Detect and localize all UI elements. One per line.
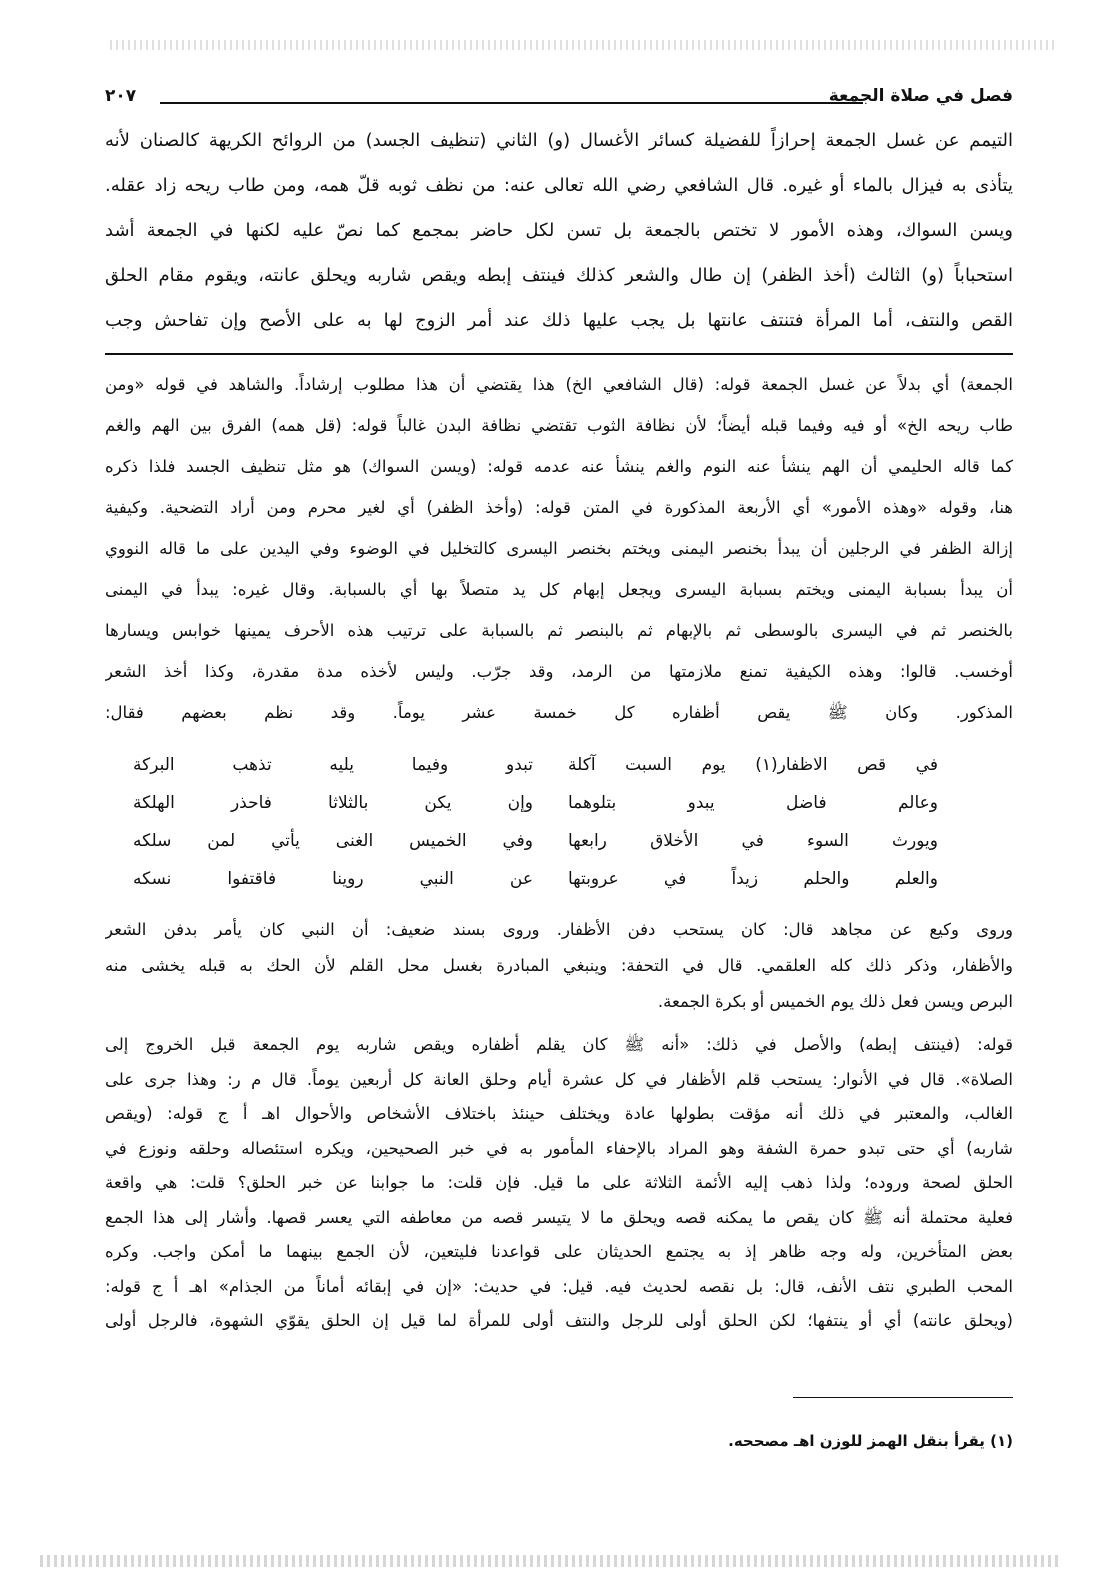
text-separator bbox=[105, 353, 1013, 355]
text-line: إزالة الظفر في الرجلين أن يبدأ بخنصر اليمنى ويختم بخنصر اليسرى كالتخليل في الوضوء وفي اليدين على ما قاله النووي bbox=[105, 539, 1013, 558]
text-line: هنا، وقوله «وهذه الأمور» أي الأربعة المذكورة في المتن قوله: (وأخذ الظفر) أي لغير محرم ومن أراد التضحية. وكيفية bbox=[105, 498, 1013, 517]
text-line: بعض المتأخرين، وله وجه ظاهر إذ به يجتمع الحديثان على قواعدنا فليتعين، لأن الجمع بينهما ما أمكن واجب. وكره bbox=[105, 1242, 1013, 1261]
text-line: الصلاة». قال في الأنوار: يستحب قلم الأظفار في كل عشرة أيام وحلق العانة كل أربعين يوماً. قال م ر: وهذا جرى على bbox=[105, 1069, 1013, 1089]
text-line: بالخنصر ثم في اليسرى بالوسطى ثم بالإبهام ثم بالبنصر ثم بالسبابة على ترتيب هذه الأحرف يمينها خوابس ويسارها bbox=[105, 621, 1013, 640]
commentary-section-1 bbox=[105, 364, 1013, 733]
text-line: الغالب، والمعتبر في ذلك أنه مؤقت بطولها عادة ويختلف حينئذ باختلاف الأشخاص والأحوال اهـ أ ج قوله: (ويقص bbox=[105, 1104, 1013, 1123]
footnote: (١) يقرأ بنقل الهمز للوزن اهـ مصححه. bbox=[728, 1432, 1013, 1450]
text-line: الحلق لصحة وروده؛ ولذا ذهب إليه الأئمة الثلاثة على ما قيل. فإن قلت: ما جوابنا عن خبر الحلق؟ قلت: هي واقعة bbox=[105, 1173, 1013, 1192]
hemistich-right: في قص الاظفار(١) يوم السبت آكلة bbox=[568, 755, 938, 775]
poem-verse bbox=[105, 860, 1013, 898]
text-line: التيمم عن غسل الجمعة إحرازاً للفضيلة كسائر الأغسال (و) الثاني (تنظيف الجسد) من الروائح الكريهة كالصنان لأنه bbox=[105, 130, 1013, 151]
text-line: المذكور. وكان ﷺ يقص أظفاره كل خمسة عشر يوماً. وقد نظم بعضهم فقال: bbox=[105, 703, 1013, 722]
hemistich-left: وفي الخميس الغنى يأتي لمن سلكه bbox=[133, 831, 533, 851]
text-line: الجمعة) أي بدلاً عن غسل الجمعة قوله: (قال الشافعي الخ) هذا يقتضي أن هذا مطلوب إرشاداً. والشاهد في قوله «ومن bbox=[105, 375, 1013, 394]
commentary-section-3 bbox=[105, 1028, 1013, 1339]
footnote-rule bbox=[793, 1397, 1013, 1398]
text-line: ويسن السواك، وهذه الأمور لا تختص بالجمعة بل تسن لكل حاضر بمجمع كما نصّ عليه لكنها في الجمعة أشد bbox=[105, 220, 1013, 241]
text-line: استحباباً (و) الثالث (أخذ الظفر) إن طال والشعر كذلك فينتف إبطه ويقص شاربه ويحلق عانته، ويقوم مقام الحلق bbox=[105, 265, 1013, 286]
scan-edge-bottom bbox=[40, 1555, 1058, 1567]
running-header bbox=[105, 86, 1013, 116]
text-line: كما قاله الحليمي أن الهم ينشأ عنه النوم والغم ينشأ عنه عدمه قوله: (ويسن السواك) هو مثل تنظيف الجسد فلذا ذكره bbox=[105, 457, 1013, 476]
text-line: طاب ريحه الخ» أو فيه وفيما قبله أيضاً؛ لأن نظافة الثوب تقتضي نظافة البدن غالباً قوله: (قل همه) الفرق بين الهم والغم bbox=[105, 416, 1013, 435]
text-line: القص والنتف، أما المرأة فتنتف عانتها بل يجب عليها ذلك عند أمر الزوج لها به على الأصح وإن تفاحش وجب bbox=[105, 310, 1013, 331]
page-number: ٢٠٧ bbox=[105, 86, 137, 106]
hemistich-right: ويورث السوء في الأخلاق رابعها bbox=[568, 831, 938, 851]
text-line: البرص ويسن فعل ذلك يوم الخميس أو بكرة الجمعة. bbox=[657, 992, 1013, 1011]
text-line: فعلية محتملة أنه ﷺ كان يقص ما يمكنه قصه ويحلق ما لا يتيسر قصه من معاطفه التي يعسر قصها. وأشار إلى هذا الجمع bbox=[105, 1207, 1013, 1227]
scan-edge-top bbox=[110, 40, 1058, 50]
hemistich-left: عن النبي روينا فاقتفوا نسكه bbox=[133, 869, 533, 889]
text-line: المحب الطبري نتف الأنف، قال: بل نقصه لحديث فيه. قيل: في حديث: «إن في إبقائه أماناً من الجذام» اهـ أ ج قوله: bbox=[105, 1276, 1013, 1296]
commentary-section-2 bbox=[105, 912, 1013, 1020]
poem-verse bbox=[105, 746, 1013, 784]
text-line: أن يبدأ بسبابة اليمنى ويختم بسبابة اليسرى ويجعل إبهام كل يد متصلاً بها أي بالسبابة. وقال غيره: يبدأ في اليمنى bbox=[105, 580, 1013, 599]
text-line: يتأذى به فيزال بالماء أو غيره. قال الشافعي رضي الله تعالى عنه: من نظف ثوبه قلّ همه، ومن طاب ريحه زاد عقله. bbox=[105, 175, 1013, 196]
poem-verse bbox=[105, 784, 1013, 822]
text-line: (ويحلق عانته) أي أو ينتفها؛ لكن الحلق أولى للرجل والنتف أولى للمرأة لما قيل إن الحلق يقوّي الشهوة، فالرجل أولى bbox=[105, 1311, 1013, 1330]
text-line: أوخسب. قالوا: وهذه الكيفية تمنع ملازمتها من الرمد، وقد جرّب. وليس لأخذه مدة مقدرة، وكذا أخذ الشعر bbox=[105, 662, 1013, 681]
poem-verse bbox=[105, 822, 1013, 860]
text-line: قوله: (فينتف إبطه) والأصل في ذلك: «أنه ﷺ كان يقلم أظفاره ويقص شاربه يوم الجمعة قبل الخروج إلى bbox=[105, 1035, 1013, 1054]
hemistich-right: والعلم والحلم زيداً في عروبتها bbox=[568, 869, 938, 889]
text-line: وروى وكيع عن مجاهد قال: كان يستحب دفن الأظفار. وروى بسند ضعيف: أن النبي كان يأمر بدفن الشعر bbox=[105, 920, 1013, 939]
hemistich-left: وإن يكن بالثلاثا فاحذر الهلكة bbox=[133, 793, 533, 813]
chapter-title: فصل في صلاة الجمعة bbox=[828, 86, 1013, 106]
text-line: شاربه) أي حتى تبدو حمرة الشفة وهو المراد بالإحفاء المأمور به في خبر الصحيحين، ويكره استئصاله وحلقه ونوزع في bbox=[105, 1138, 1013, 1158]
hemistich-right: وعالم فاضل يبدو بتلوهما bbox=[568, 793, 938, 813]
poem bbox=[105, 746, 1013, 898]
header-rule bbox=[160, 102, 863, 104]
hemistich-left: تبدو وفيما يليه تذهب البركة bbox=[133, 755, 533, 775]
main-text bbox=[105, 118, 1013, 343]
text-line: والأظفار، وذكر ذلك كله العلقمي. قال في التحفة: وينبغي المبادرة بغسل محل القلم لأن الحك به قبله يخشى منه bbox=[105, 956, 1013, 975]
